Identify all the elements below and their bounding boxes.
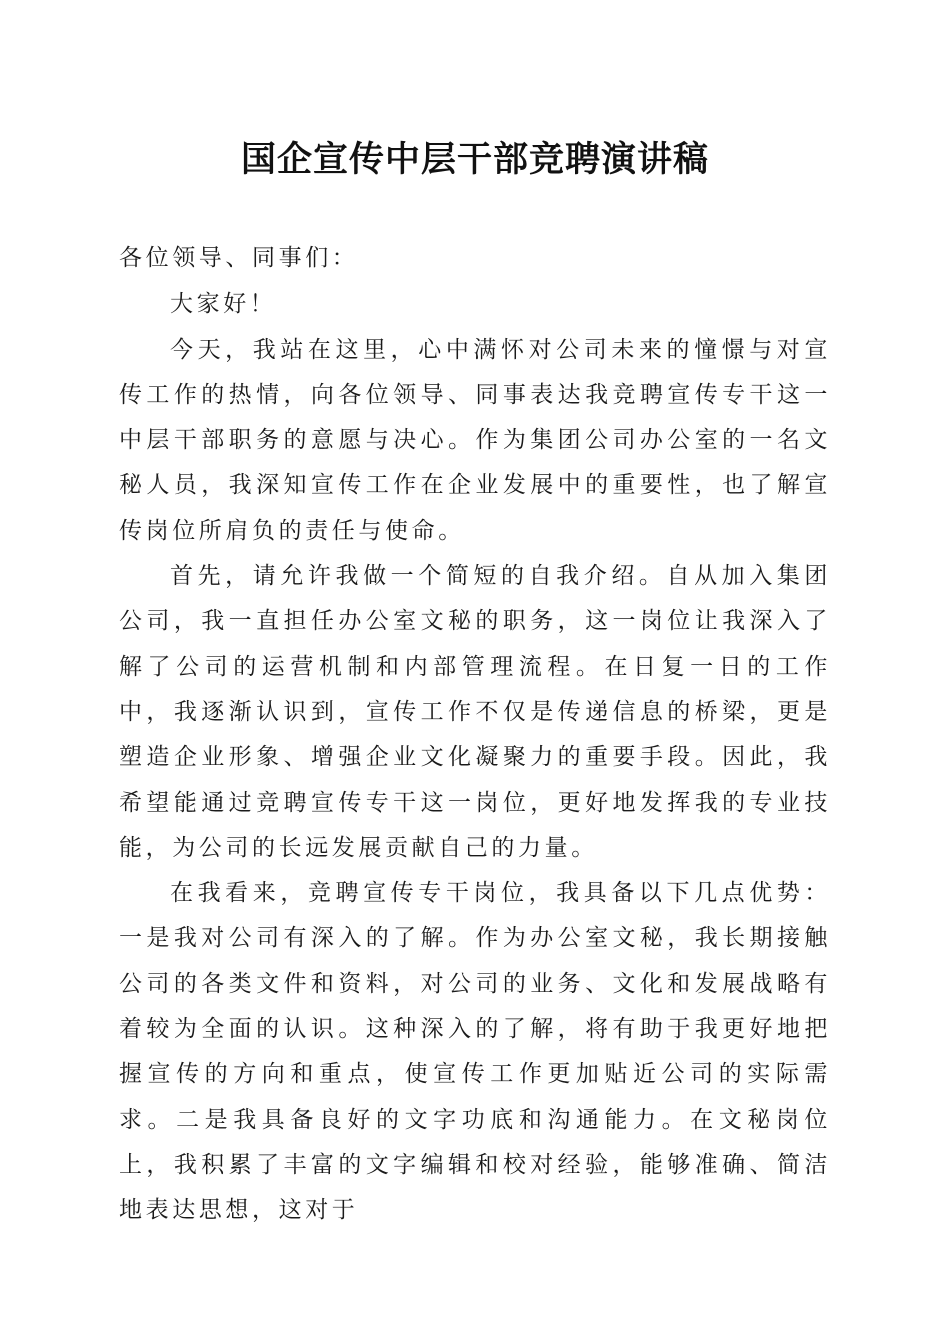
salutation: 各位领导、同事们： [119,245,359,271]
paragraph-greeting: 大家好！ [170,291,277,318]
paragraph-advantages: 在我看来，竞聘宣传专干岗位，我具备以下几点优势：一是我对公司有深入的了解。作为办公室文秘，我长期接触公司的各类文件和资料，对公司的业务、文化和发展战略有着较为全面的认识。这种深入的了解，将有助于我更好地把握宣传的方向和重点，使宣传工作更加贴近公司的实际需求。二是我具备良好的文字功底和沟通能力。在文秘岗位上，我积累了丰富的文字编辑和校对经验，能够准确、简洁地表达思想，这对于 [119,880,831,1224]
paragraph-intro: 今天，我站在这里，心中满怀对公司未来的憧憬与对宣传工作的热情，向各位领导、同事表达我竞聘宣传专干这一中层干部职务的意愿与决心。作为集团公司办公室的一名文秘人员，我深知宣传工作在企业发展中的重要性，也了解宣传岗位所肩负的责任与使命。 [119,336,831,544]
paragraph-self-introduction: 首先，请允许我做一个简短的自我介绍。自从加入集团公司，我一直担任办公室文秘的职务，这一岗位让我深入了解了公司的运营机制和内部管理流程。在日复一日的工作中，我逐渐认识到，宣传工作不仅是传递信息的桥梁，更是塑造企业形象、增强企业文化凝聚力的重要手段。因此，我希望能通过竞聘宣传专干这一岗位，更好地发挥我的专业技能，为公司的长远发展贡献自己的力量。 [119,563,831,861]
document-title: 国企宣传中层干部竞聘演讲稿 [240,139,709,180]
document-body [119,236,831,1234]
